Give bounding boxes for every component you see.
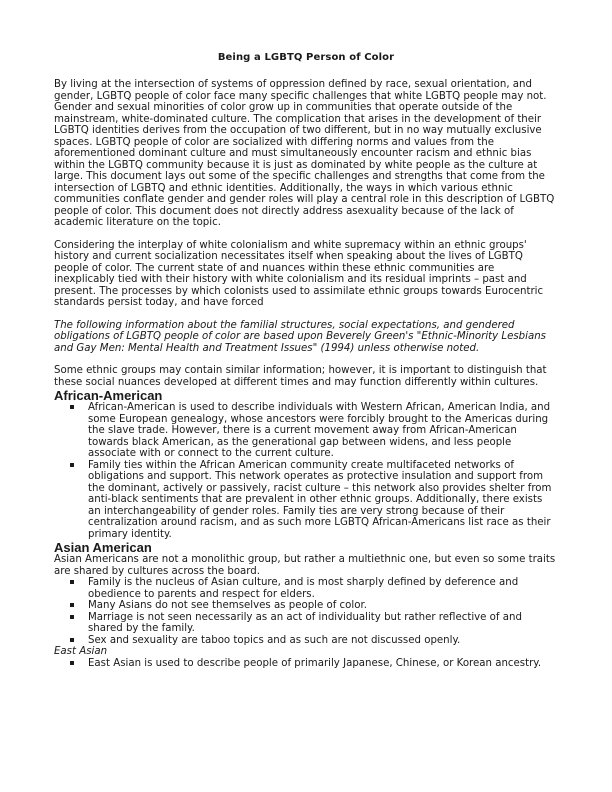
document-title: Being a LGBTQ Person of Color [217,52,395,63]
bullet-icon [70,615,74,619]
list-item: Many Asians do not see themselves as people of color. [88,600,558,612]
bullet-icon [70,405,74,409]
asian-american-intro: Asian Americans are not a monolithic group, but rather a multiethnic one, but even so some traits are shared by cultures across the board. [54,554,556,577]
bullet-icon [70,661,74,665]
bullet-icon [70,580,74,584]
section-heading-african-american: African-American [54,388,163,403]
bullet-icon [70,603,74,607]
list-item: Marriage is not seen necessarily as an act of individuality but rather reflective of and shared by the family. [88,612,558,635]
section-heading-asian-american: Asian American [54,540,152,555]
african-american-list [54,402,558,540]
subheading-east-asian: East Asian [54,646,108,657]
caveat-paragraph: Some ethnic groups may contain similar information; however, it is important to distinguish that these social nuances developed at different times and may function differently within cultures. [54,365,547,388]
list-item: African-American is used to describe individuals with Western African, American India, and some European genealogy, whose ancestors were forcibly brought to the Americas during the slave trade. However, there is a current movement away from African-American towards black American, as the generational gap between widens, and less people associate with or connect to the current culture. [88,402,558,460]
list-item: Sex and sexuality are taboo topics and as such are not discussed openly. [88,635,558,647]
intro-paragraph: By living at the intersection of systems of oppression defined by race, sexual orientation, and gender, LGBTQ people of color face many specific challenges that white LGBTQ people may not. Gender and sexual minorities of color grow up in communities that operate outside of the mainstream, white-dominated culture. The complication that arises in the development of their LGBTQ identities derives from the occupation of two different, but in no way mutually exclusive spaces. LGBTQ people of color are socialized with differing norms and values from the aforementioned dominant culture and must simultaneously encounter racism and ethnic bias within the LGBTQ community because it is just as dominated by white people as the culture at large. This document lays out some of the specific challenges and strengths that come from the intersection of LGBTQ and ethnic identities. Additionally, the ways in which various ethnic communities conflate gender and gender roles will play a central role in this description of LGBTQ people of color. This document does not directly address asexuality because of the lack of academic literature on the topic. [54,79,555,228]
bullet-icon [70,638,74,642]
list-item: Family ties within the African American community create multifaceted networks of obligations and support. This network operates as protective insulation and support from the dominant, actively or passively, racist culture – this network also provides shelter from anti-black sentiments that are prevalent in other ethnic groups. Additionally, there exists an interchangeability of gender roles. Family ties are very strong because of their centralization around racism, and as such more LGBTQ African-Americans list race as their primary identity. [88,460,558,541]
source-note-paragraph: The following information about the familial structures, social expectations, and gendered obligations of LGBTQ people of color are based upon Beverely Green's "Ethnic-Minority Lesbians and Gay Men: Mental Health and Treatment Issues" (1994) unless otherwise noted. [54,319,546,354]
colonialism-paragraph: Considering the interplay of white colonialism and white supremacy within an ethnic groups' history and current socialization necessitates itself when speaking about the lives of LGBTQ people of color. The current state of and nuances within these ethnic communities are inexplicably tied with their history with white colonialism and its residual imprints – past and present. The processes by which colonists used to assimilate ethnic groups towards Eurocentric standards persist today, and have forced [54,239,544,308]
list-item: Family is the nucleus of Asian culture, and is most sharply defined by deference and obedience to parents and respect for elders. [88,577,558,600]
asian-american-list [54,577,558,646]
east-asian-list [54,658,558,670]
bullet-icon [70,463,74,467]
list-item: East Asian is used to describe people of primarily Japanese, Chinese, or Korean ancestry. [88,658,558,670]
